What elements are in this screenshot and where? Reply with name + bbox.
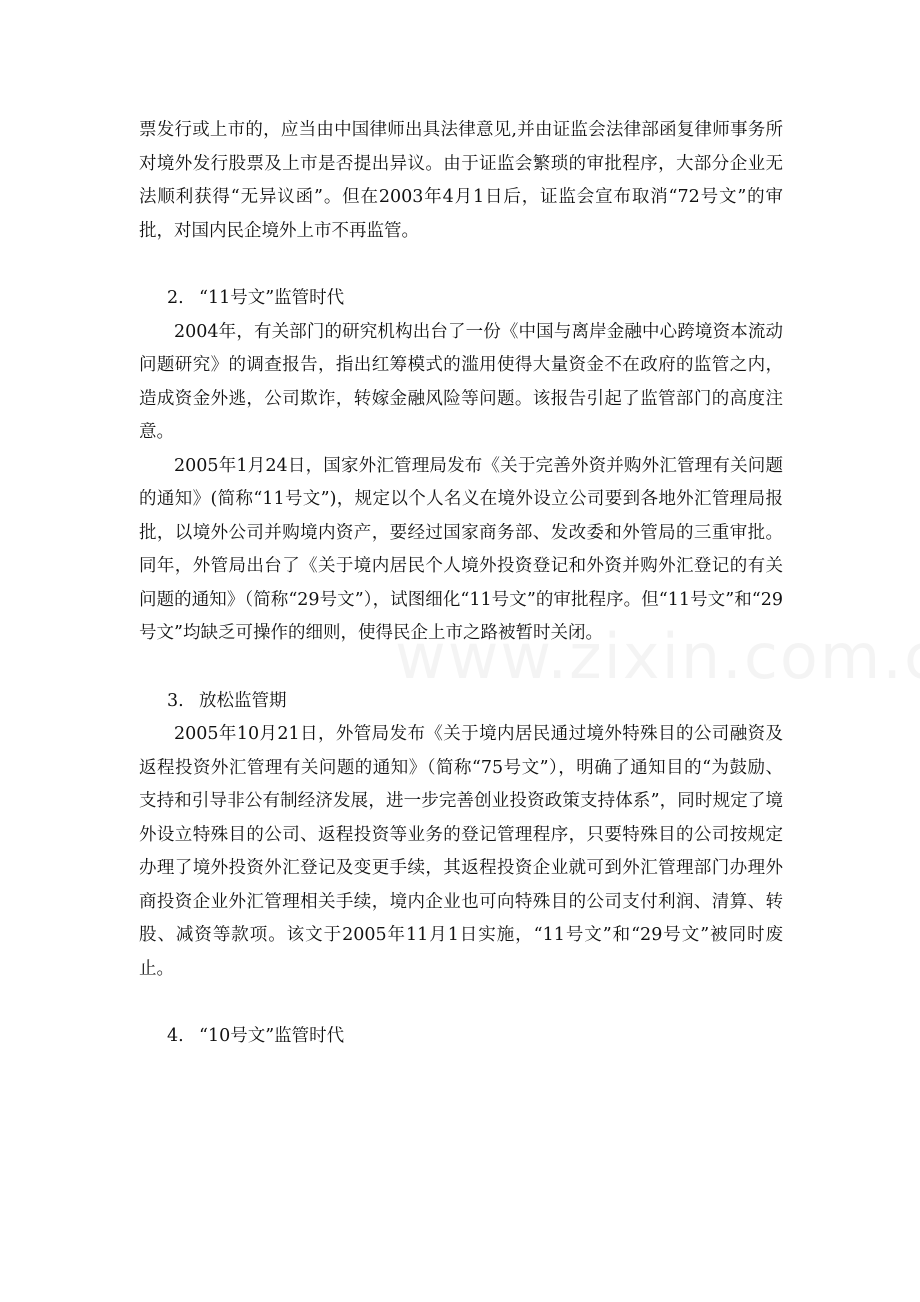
spacer (139, 986, 783, 1020)
section-heading-2 (139, 282, 783, 316)
section-heading-3 (139, 685, 783, 719)
paragraph-11-document: 2005年1月24日，国家外汇管理局发布《关于完善外资并购外汇管理有关问题的通知》(简称“11号文”)，规定以个人名义在境外设立公司要到各地外汇管理局报批，以境外公司并购境内资产，要经过国家商务部、发改委和外管局的三重审批。同年，外管局出台了《关于境内居民个人境外投资登记和外资并购外汇登记的有关问题的通知》（简称“29号文”），试图细化“11号文”的审批程序。但“11号文”和“29号文”均缺乏可操作的细则，使得民企上市之路被暂时关闭。 (139, 455, 783, 643)
section-title: “10号文”监管时代 (199, 1026, 345, 1046)
paragraph-2004-report: 2004年，有关部门的研究机构出台了一份《中国与离岸金融中心跨境资本流动问题研究》的调查报告，指出红筹模式的滥用使得大量资金不在政府的监管之内，造成资金外逃，公司欺诈，转嫁金融风险等问题。该报告引起了监管部门的高度注意。 (139, 321, 783, 442)
paragraph-72-document: 票发行或上市的，应当由中国律师出具法律意见,并由证监会法律部函复律师事务所对境外发行股票及上市是否提出异议。由于证监会繁琐的审批程序，大部分企业无法顺利获得“无异议函”。但在2003年4月1日后，证监会宣布取消“72号文”的审批，对国内民企境外上市不再监管。 (139, 120, 783, 241)
section-title: 放松监管期 (199, 690, 287, 711)
spacer (139, 248, 783, 282)
paragraph-75-document: 2005年10月21日，外管局发布《关于境内居民通过境外特殊目的公司融资及返程投资外汇管理有关问题的通知》（简称“75号文”），明确了通知目的“为鼓励、支持和引导非公有制经济发展，进一步完善创业投资政策支持体系”，同时规定了境外设立特殊目的公司、返程投资等业务的登记管理程序，只要特殊目的公司按规定办理了境外投资外汇登记及变更手续，其返程投资企业就可到外汇管理部门办理外商投资企业外汇管理相关手续，境内企业也可向特殊目的公司支付利润、清算、转股、减资等款项。该文于2005年11月1日实施，“11号文”和“29号文”被同时废止。 (139, 724, 783, 979)
section-number: 2. (167, 288, 184, 308)
spacer (139, 651, 783, 685)
section-number: 3. (167, 690, 184, 711)
section-title: “11号文”监管时代 (199, 288, 345, 308)
section-heading-4 (139, 1020, 783, 1054)
section-number: 4. (167, 1026, 184, 1046)
document-body (139, 114, 783, 1054)
